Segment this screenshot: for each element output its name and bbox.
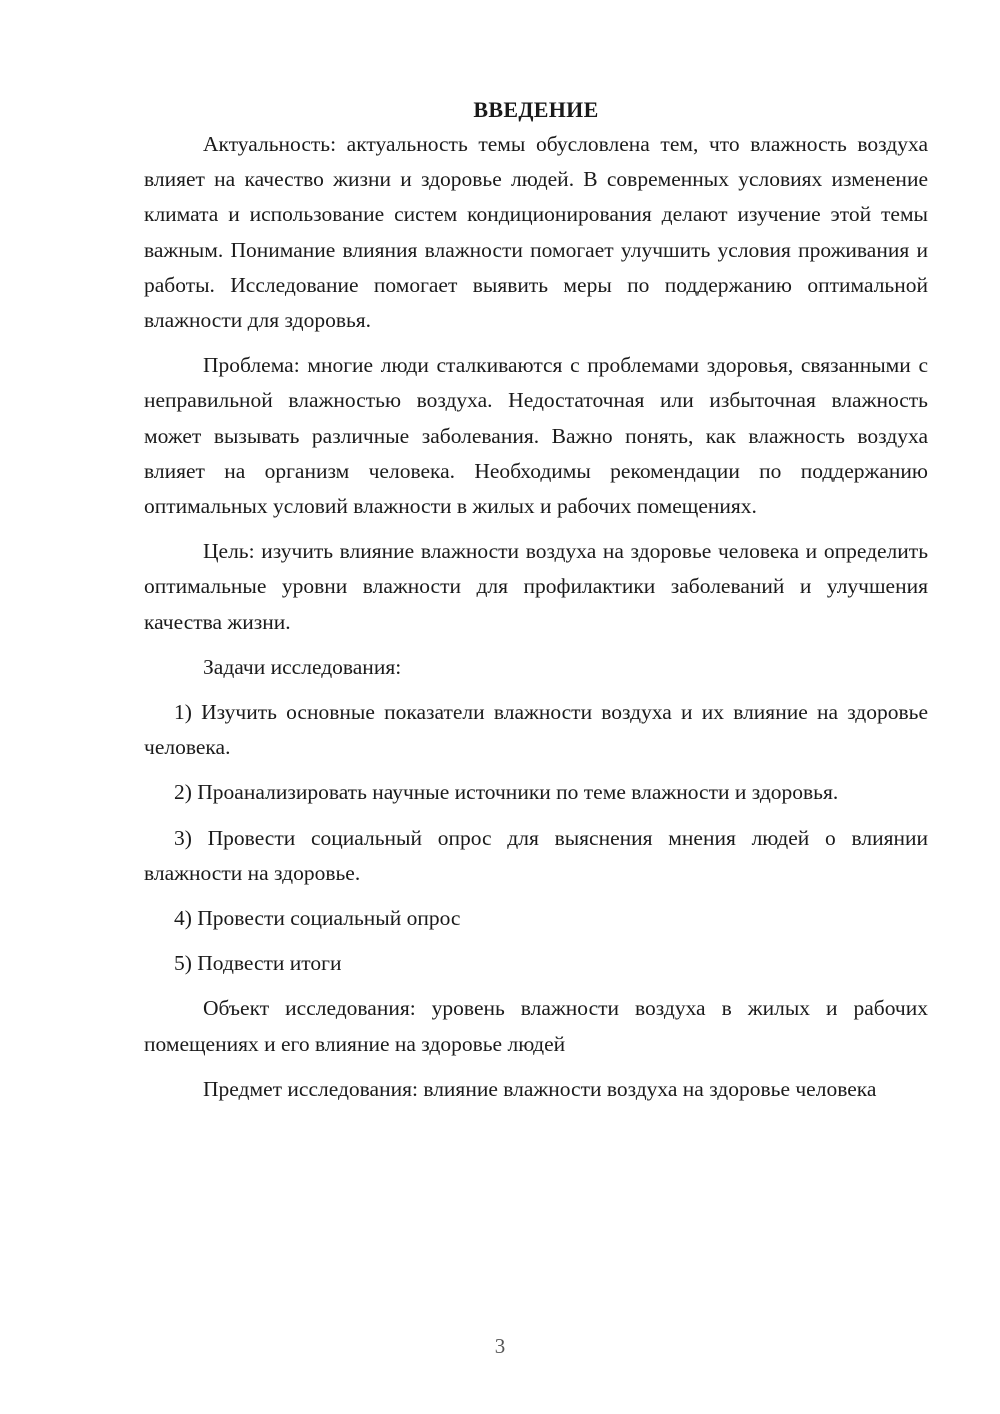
- task-item-1: 1) Изучить основные показатели влажности воздуха и их влияние на здоровье человека.: [144, 700, 928, 760]
- research-object-paragraph: Объект исследования: уровень влажности воздуха в жилых и рабочих помещениях и его влияние на здоровье людей: [144, 996, 928, 1056]
- tasks-heading: Задачи исследования:: [203, 654, 402, 679]
- task-item-3: 3) Провести социальный опрос для выяснения мнения людей о влиянии влажности на здоровье.: [144, 825, 928, 885]
- research-subject-paragraph: Предмет исследования: влияние влажности воздуха на здоровье человека: [203, 1076, 877, 1101]
- task-item-5: 5) Подвести итоги: [174, 951, 342, 976]
- task-item-2: 2) Проанализировать научные источники по теме влажности и здоровья.: [174, 780, 839, 805]
- task-item-4: 4) Провести социальный опрос: [174, 906, 461, 931]
- document-page: [144, 92, 928, 1117]
- goal-paragraph: Цель: изучить влияние влажности воздуха на здоровье человека и определить оптимальные уровни влажности для профилактики заболеваний и улучшения качества жизни.: [144, 539, 928, 634]
- problem-paragraph: Проблема: многие люди сталкиваются с проблемами здоровья, связанными с неправильной влажностью воздуха. Недостаточная или избыточная влажность может вызывать различные заболевания. Важно понять, как влажность воздуха влияет на организм человека. Необходимы рекомендации по поддержанию оптимальных условий влажности в жилых и рабочих помещениях.: [144, 353, 928, 519]
- section-title: ВВЕДЕНИЕ: [473, 97, 599, 122]
- relevance-paragraph: Актуальность: актуальность темы обусловлена тем, что влажность воздуха влияет на качество жизни и здоровье людей. В современных условиях изменение климата и использование систем кондиционирования делают изучение этой темы важным. Понимание влияния влажности помогает улучшить условия проживания и работы. Исследование помогает выявить меры по поддержанию оптимальной влажности для здоровья.: [144, 132, 928, 333]
- page-number: 3: [494, 1334, 506, 1358]
